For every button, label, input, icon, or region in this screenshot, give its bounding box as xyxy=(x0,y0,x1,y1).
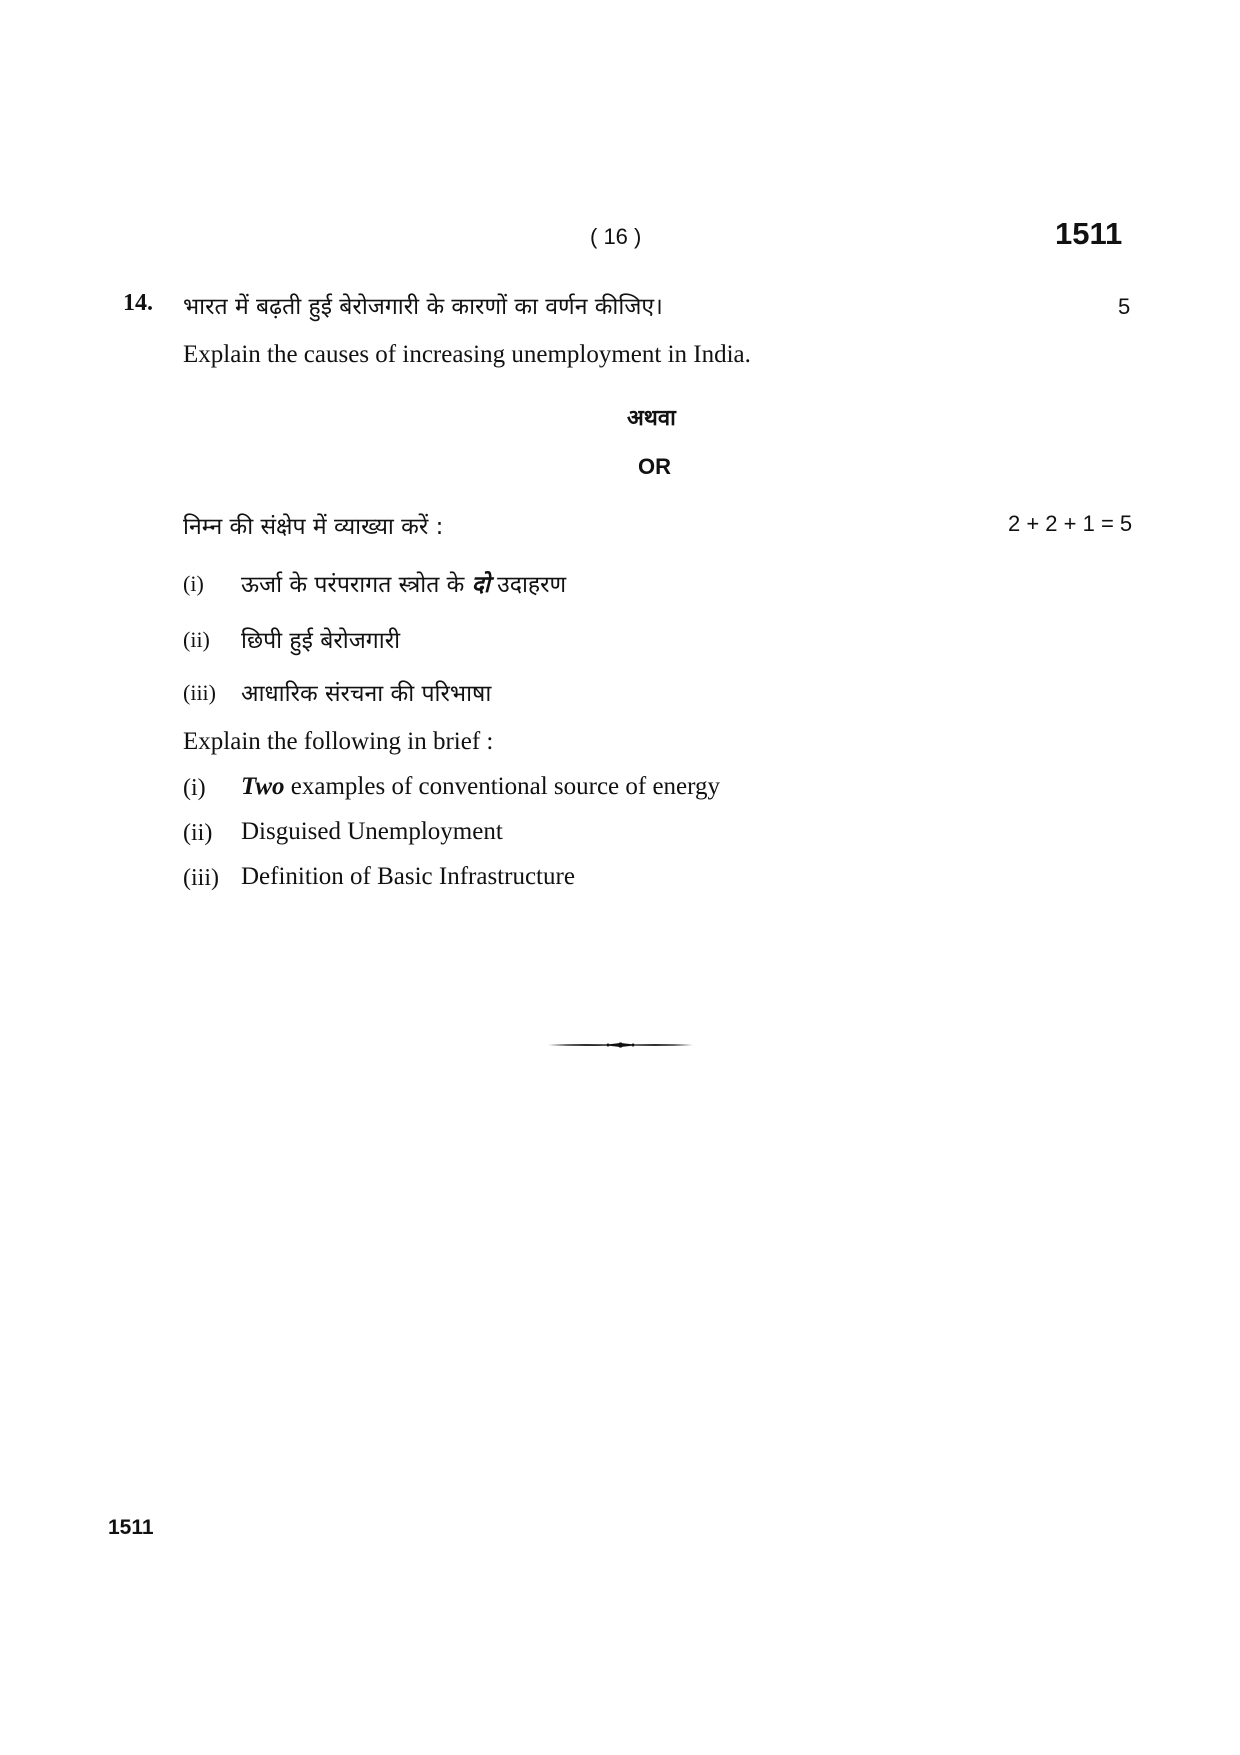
alternative-marks: 2 + 2 + 1 = 5 xyxy=(1008,511,1133,536)
question-text-hindi: भारत में बढ़ती हुई बेरोजगारी के कारणों का वर्णन कीजिए। xyxy=(183,294,663,320)
question-marks: 5 xyxy=(1118,294,1131,319)
hindi-item-number: (ii) xyxy=(183,627,210,652)
english-item-number: (ii) xyxy=(183,820,213,846)
hindi-item-text: छिपी हुई बेरोजगारी xyxy=(241,628,401,654)
english-item-text xyxy=(241,773,720,801)
or-separator-english: OR xyxy=(638,454,671,479)
paper-code-footer: 1511 xyxy=(108,1516,154,1539)
english-item-emphasis: Two xyxy=(241,773,285,800)
question-number: 14. xyxy=(123,290,153,316)
or-separator-hindi: अथवा xyxy=(627,406,676,431)
end-of-paper-ornament xyxy=(548,1038,693,1052)
question-text-english: Explain the causes of increasing unemployment in India. xyxy=(183,341,751,368)
english-item-number: (iii) xyxy=(183,865,219,891)
english-item-text: Disguised Unemployment xyxy=(241,818,503,845)
english-item-text: Definition of Basic Infrastructure xyxy=(241,863,575,890)
hindi-item-number: (i) xyxy=(183,571,204,596)
page-number: ( 16 ) xyxy=(590,224,642,249)
hindi-item-text-part: उदाहरण xyxy=(489,572,567,598)
hindi-item-text-part: ऊर्जा के परंपरागत स्त्रोत के xyxy=(241,572,472,598)
hindi-item-emphasis: दो xyxy=(471,572,490,598)
hindi-item-text: आधारिक संरचना की परिभाषा xyxy=(241,681,492,707)
english-item-text-part: examples of conventional source of energy xyxy=(284,773,721,800)
hindi-item-number: (iii) xyxy=(183,680,216,705)
paper-code-header: 1511 xyxy=(1055,216,1123,251)
alternative-intro-english: Explain the following in brief : xyxy=(183,728,494,755)
english-item-number: (i) xyxy=(183,775,206,801)
alternative-intro-hindi: निम्न की संक्षेप में व्याख्या करें : xyxy=(183,514,444,540)
hindi-item-text xyxy=(241,567,566,599)
